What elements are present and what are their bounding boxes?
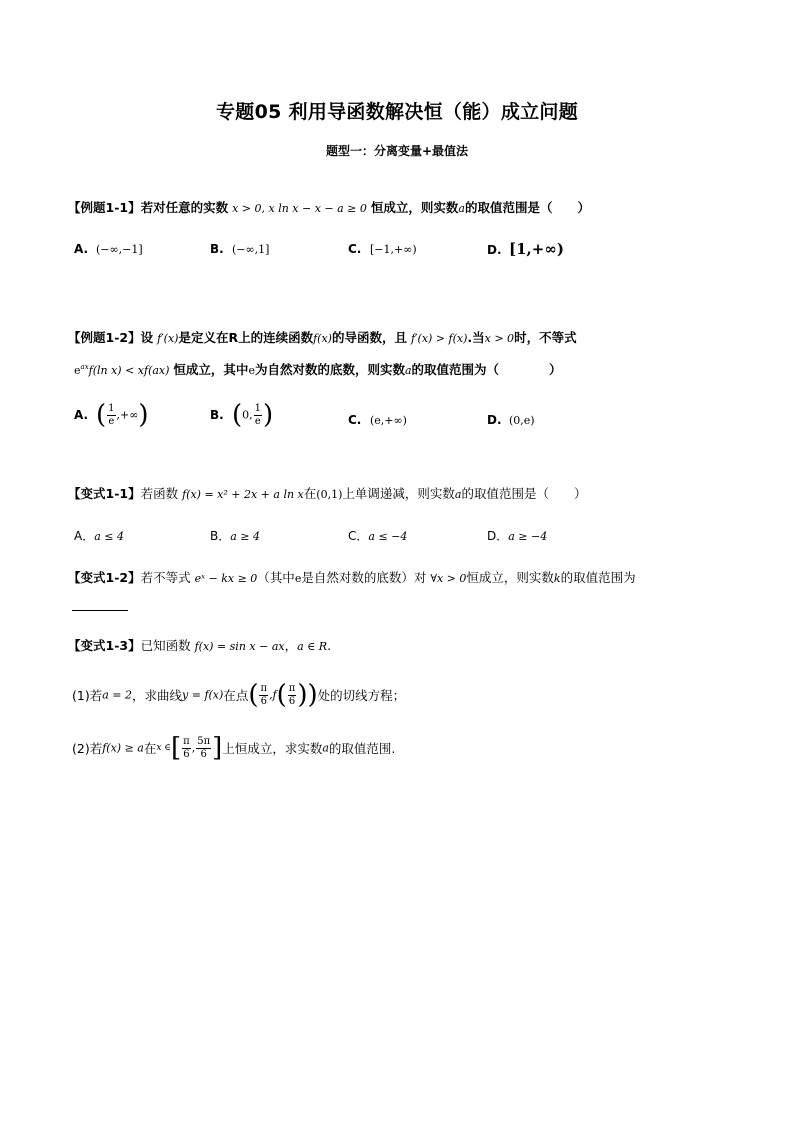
variant-label: 【变式1-2】	[68, 570, 141, 585]
option-d: D．a ≥ −4	[487, 529, 548, 543]
option-b: B．a ≥ 4	[210, 529, 261, 543]
option-d: D. [1,+∞)	[487, 240, 564, 258]
page-title: 专题05 利用导函数解决恒（能）成立问题	[215, 101, 579, 123]
math-condition: x > 0, x ln x − x − a ≥ 0	[232, 202, 367, 215]
example-1-1-stem: 【例题1-1】若对任意的实数 x > 0, x ln x − x − a ≥ 0 恒成立，则实数a的取值范围是（ ）	[68, 200, 590, 215]
option-c: C. [−1,+∞)	[348, 242, 417, 256]
variant-1-3-stem: 【变式1-3】已知函数 f(x) = sin x − ax，a ∈ R.	[68, 638, 332, 653]
option-c: C. (e,+∞)	[348, 413, 407, 427]
example-1-2-line2: $e^{ax}f(\ln$ x) < xf(ax) 恒成立，其中e为自然对数的底数，则实数a的取值范围为（ ）	[74, 362, 562, 377]
variant-1-1-stem: 【变式1-1】若函数 f(x) = x² + 2x + a ln x在(0,1)上单调递减，则实数a的取值范围是（ ）	[68, 486, 587, 501]
page-subtitle: 题型一：分离变量+最值法	[325, 144, 469, 158]
option-b: B. (−∞,1]	[210, 242, 270, 256]
answer-blank	[72, 596, 128, 615]
question-1: (1)若a = 2，求曲线y = f(x)在点( $\frac{\pi}{6}$ ,f( $\frac{\pi}{6}$ ))处的切线方程；	[72, 680, 406, 710]
example-1-2-stem: 【例题1-2】设 f′(x)是定义在R上的连续函数f(x)的导函数，且 f′(x) > f(x).当x > 0时，不等式	[68, 330, 577, 345]
variant-label: 【变式1-3】	[68, 638, 141, 653]
option-b: B. (0, $\frac{1}{e}$ )	[210, 400, 274, 430]
option-c: C．a ≤ −4	[348, 529, 408, 543]
question-2: (2)若f(x) ≥ a在x ∈[ $\frac{\pi}{6}$ , $\frac{5\pi}{6}$ ]上恒成立，求实数a的取值范围.	[72, 733, 396, 763]
example-label: 【例题1-1】	[68, 200, 141, 215]
option-a: A. ( $\frac{1}{e}$ ,+∞)	[74, 400, 149, 430]
option-a: A．a ≤ 4	[74, 529, 124, 543]
math-var: a	[458, 202, 465, 215]
option-d: D. (0,e)	[487, 413, 535, 427]
variant-label: 【变式1-1】	[68, 486, 141, 501]
option-a: A. (−∞,−1]	[74, 242, 143, 256]
example-label: 【例题1-2】	[68, 330, 141, 345]
variant-1-2-stem: 【变式1-2】若不等式 eˣ − kx ≥ 0（其中e是自然对数的底数）对 ∀x > 0恒成立，则实数k的取值范围为	[68, 570, 636, 585]
